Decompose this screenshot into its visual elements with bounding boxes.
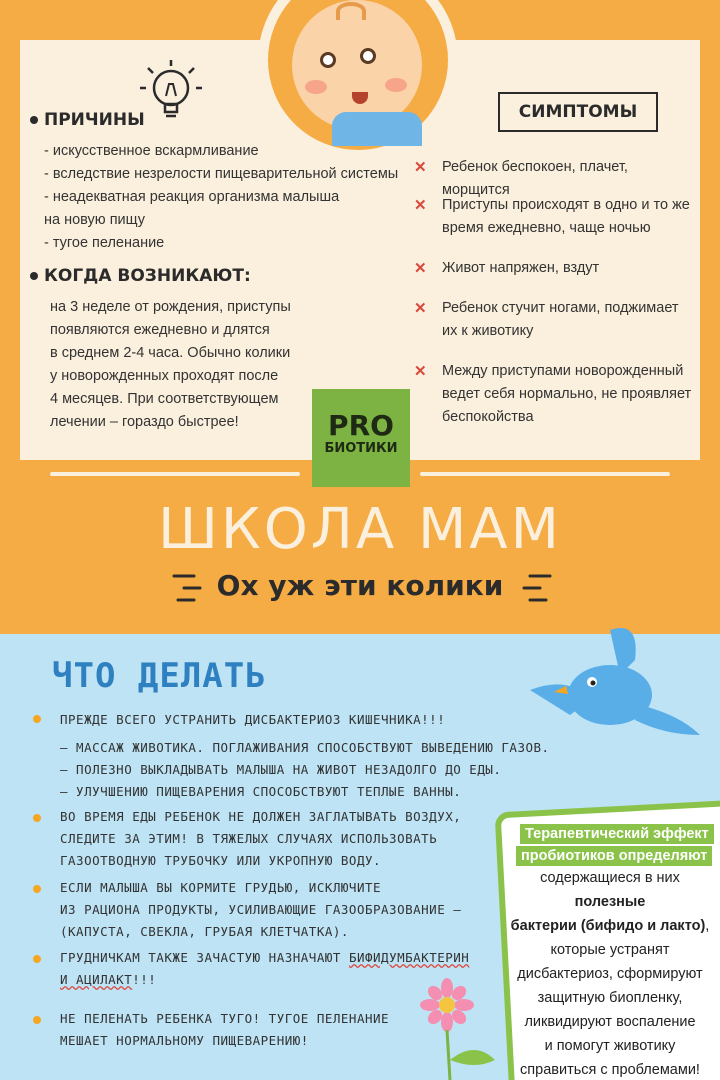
- callout-emphasis: полезные: [574, 894, 646, 910]
- when-line: появляются ежедневно и длятся: [50, 322, 270, 338]
- logo-text-bottom: БИОТИКИ: [324, 441, 398, 456]
- divider-right: [420, 472, 670, 476]
- symptom-text: Приступы происходят в одно и то же: [442, 197, 690, 213]
- tip-dysbacteriosis: ПРЕЖДЕ ВСЕГО УСТРАНИТЬ ДИСБАКТЕРИОЗ КИШЕЧНИКА!!!: [60, 712, 446, 727]
- bullet: [33, 1016, 41, 1024]
- tip-swaddling: [60, 1008, 389, 1052]
- callout-heading: пробиотиков определяют: [516, 846, 712, 866]
- bird-icon: [530, 620, 710, 750]
- causes-heading: [30, 110, 145, 130]
- when-line: лечении – гораздо быстрее!: [50, 414, 239, 430]
- tip-sub-item: – МАССАЖ ЖИВОТИКА. ПОГЛАЖИВАНИЯ СПОСОБСТВУЮТ ВЫВЕДЕНИЮ ГАЗОВ.: [60, 740, 550, 755]
- bullet: [33, 715, 41, 723]
- callout-line: ликвидируют воспаление: [524, 1014, 696, 1030]
- callout-text: [506, 866, 714, 1080]
- when-line: в среднем 2-4 часа. Обычно колики: [50, 345, 291, 361]
- causes-heading-text: ПРИЧИНЫ: [44, 110, 145, 130]
- tip-line: ГАЗООТВОДНУЮ ТРУБОЧКУ ИЛИ УКРОПНУЮ ВОДУ.: [60, 853, 382, 868]
- bullet: [33, 814, 41, 822]
- logo-text-top: PRO: [328, 409, 394, 442]
- when-line: у новорожденных проходят после: [50, 368, 279, 384]
- bullet: [33, 955, 41, 963]
- divider-left: [50, 472, 300, 476]
- baby-cheek-right: [385, 78, 407, 92]
- tip-diet: [60, 877, 461, 943]
- lightbulb-icon: [136, 56, 206, 126]
- symptom-text: Живот напряжен, вздут: [442, 260, 600, 276]
- symptom-text: время ежедневно, чаще ночью: [442, 220, 651, 236]
- bullet: [30, 272, 38, 280]
- medicine-name: И АЦИЛАКТ: [60, 972, 133, 987]
- baby-eye-left: [320, 52, 336, 68]
- tip-sub-item: – ПОЛЕЗНО ВЫКЛАДЫВАТЬ МАЛЫША НА ЖИВОТ НЕЗАДОЛГО ДО ЕДЫ.: [60, 762, 502, 777]
- tip-line: ЕСЛИ МАЛЫША ВЫ КОРМИТЕ ГРУДЬЮ, ИСКЛЮЧИТЕ: [60, 880, 382, 895]
- baby-cheek-left: [305, 80, 327, 94]
- callout-line: ,: [705, 918, 710, 934]
- cause-item: - неадекватная реакция организма малыша: [44, 189, 340, 205]
- callout-emphasis: бактерии (бифидо и лакто): [510, 918, 706, 934]
- causes-list: [44, 140, 398, 255]
- symptom-text: ведет себя нормально, не проявляет: [442, 386, 692, 402]
- symptoms-heading: СИМПТОМЫ: [498, 92, 658, 132]
- tip-sub-item: – УЛУЧШЕНИЮ ПИЩЕВАРЕНИЯ СПОСОБСТВУЮТ ТЕПЛЫЕ ВАННЫ.: [60, 784, 462, 799]
- cause-item: - тугое пеленание: [44, 235, 165, 251]
- flower-icon: [420, 978, 474, 1032]
- leaf-icon: [420, 1030, 500, 1080]
- symptom-item: [414, 194, 694, 240]
- callout-line: дисбактериоз, сформируют: [517, 966, 703, 982]
- tip-line: МЕШАЕТ НОРМАЛЬНОМУ ПИЩЕВАРЕНИЮ!: [60, 1033, 309, 1048]
- cause-item: - вследствие незрелости пищеварительной системы: [44, 166, 399, 182]
- when-text: [50, 296, 291, 434]
- tip-line: ГРУДНИЧКАМ ТАКЖЕ ЗАЧАСТУЮ НАЗНАЧАЮТ: [60, 950, 349, 965]
- baby-eye-right: [360, 48, 376, 64]
- what-to-do-heading: ЧТО ДЕЛАТЬ: [52, 656, 267, 696]
- cross-icon: ✕: [414, 159, 427, 176]
- when-heading-text: КОГДА ВОЗНИКАЮТ:: [44, 266, 251, 286]
- page-title: ШКОЛА МАМ: [158, 497, 562, 562]
- callout-line: защитную биопленку,: [537, 990, 683, 1006]
- tip-line: !!!: [132, 972, 157, 987]
- symptom-text: их к животику: [442, 323, 534, 339]
- probiotiki-logo: [312, 389, 410, 487]
- tip-sublist: [60, 737, 550, 803]
- squiggle-right-icon: [520, 568, 556, 608]
- callout-line: которые устранят: [550, 942, 670, 958]
- cause-item: на новую пищу: [44, 212, 146, 228]
- tip-line: (КАПУСТА, СВЕКЛА, ГРУБАЯ КЛЕТЧАТКА).: [60, 924, 349, 939]
- tip-air: [60, 806, 461, 872]
- symptom-item: [414, 257, 694, 280]
- symptom-text: Между приступами новорожденный: [442, 363, 684, 379]
- tip-line: ВО ВРЕМЯ ЕДЫ РЕБЕНОК НЕ ДОЛЖЕН ЗАГЛАТЫВАТЬ ВОЗДУХ,: [60, 809, 462, 824]
- symptom-text: Ребенок стучит ногами, поджимает: [442, 300, 679, 316]
- medicine-name: БИФИДУМБАКТЕРИН: [348, 950, 470, 965]
- cross-icon: ✕: [414, 300, 427, 317]
- baby-hair: [336, 2, 366, 20]
- bullet: [33, 885, 41, 893]
- tip-line: ИЗ РАЦИОНА ПРОДУКТЫ, УСИЛИВАЮЩИЕ ГАЗООБРАЗОВАНИЕ –: [60, 902, 462, 917]
- tip-line: НЕ ПЕЛЕНАТЬ РЕБЕНКА ТУГО! ТУГОЕ ПЕЛЕНАНИЕ: [60, 1011, 390, 1026]
- when-line: 4 месяцев. При соответствующем: [50, 391, 279, 407]
- when-line: на 3 неделе от рождения, приступы: [50, 299, 291, 315]
- page-subtitle: Ох уж эти колики: [216, 569, 504, 602]
- squiggle-left-icon: [168, 568, 204, 608]
- cross-icon: ✕: [414, 260, 427, 277]
- symptom-text: беспокойства: [442, 409, 534, 425]
- cross-icon: ✕: [414, 363, 427, 380]
- symptom-item: [414, 360, 694, 429]
- bullet: [30, 116, 38, 124]
- symptom-text: Ребенок беспокоен, плачет, морщится: [442, 159, 628, 198]
- callout-line: содержащиеся в них: [540, 870, 680, 886]
- cross-icon: ✕: [414, 197, 427, 214]
- cause-item: - искусственное вскармливание: [44, 143, 259, 159]
- symptom-item: [414, 297, 694, 343]
- tip-medicine: [60, 947, 469, 991]
- tip-line: СЛЕДИТЕ ЗА ЭТИМ! В ТЯЖЕЛЫХ СЛУЧАЯХ ИСПОЛЬЗОВАТЬ: [60, 831, 438, 846]
- when-heading: [30, 266, 251, 286]
- callout-line: справиться с проблемами!: [520, 1062, 700, 1078]
- callout-heading: Терапевтический эффект: [520, 824, 714, 844]
- callout-line: и помогут животику: [544, 1038, 676, 1054]
